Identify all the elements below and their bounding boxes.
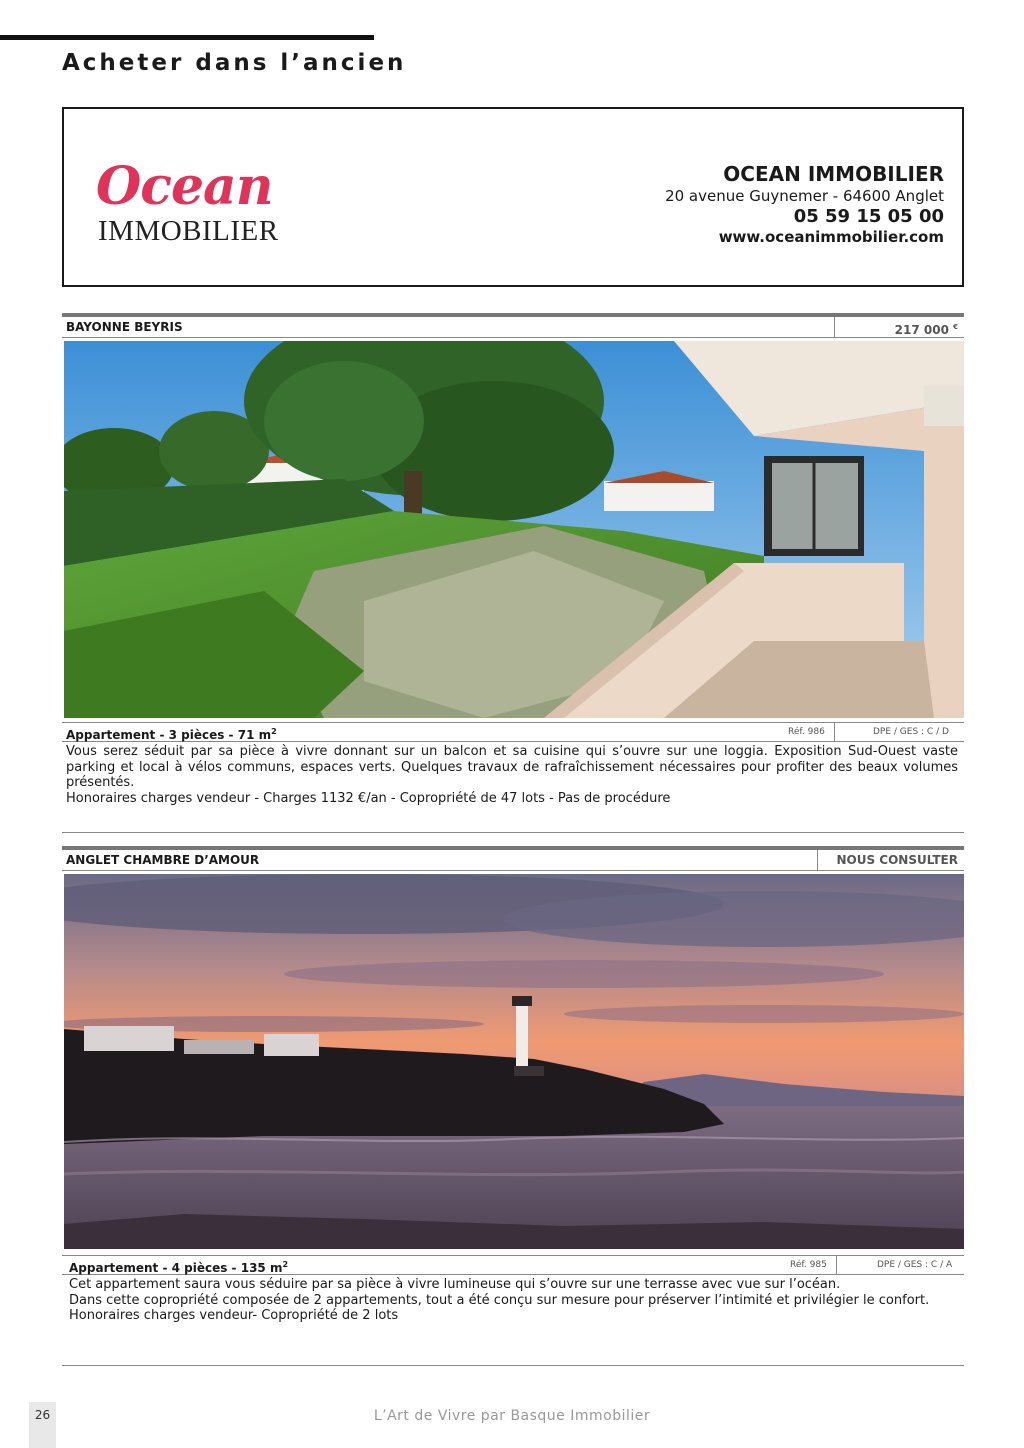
listing-price: NOUS CONSULTER <box>836 853 958 867</box>
header-divider <box>834 317 835 337</box>
listing-header <box>62 846 964 871</box>
subheader-divider <box>834 723 835 741</box>
section-title: Acheter dans l’ancien <box>62 50 407 76</box>
footer-text: L’Art de Vivre par Basque Immobilier <box>373 1408 651 1424</box>
listing-ref: Réf. 986 <box>788 727 825 737</box>
description-paragraph: Honoraires charges vendeur- Copropriété de 2 lots <box>69 1308 399 1323</box>
listing-price: 217 000 € <box>894 323 958 337</box>
description-paragraph: Vous serez séduit par sa pièce à vivre donnant sur un balcon et sa cuisine qui s’ouvre sur une loggia. Exposition Sud-Ouest vaste parking et local à vélos communs, espaces verts. Quelques travaux de rafraîchissement nécessaires pour profiter des beaux volumes présentés. <box>66 744 958 790</box>
agency-phone[interactable]: 05 59 15 05 00 <box>793 206 944 227</box>
top-rule <box>0 35 374 40</box>
listing-bayonne <box>62 313 964 813</box>
agency-name: OCEAN IMMOBILIER <box>723 162 944 186</box>
listing-divider <box>62 1365 964 1366</box>
lighthouse-sunset-photo <box>64 874 964 1249</box>
listing-subheader <box>62 1255 964 1275</box>
logo-immobilier-text: IMMOBILIER <box>98 215 279 247</box>
description-paragraph: Honoraires charges vendeur - Charges 1132 €/an - Copropriété de 47 lots - Pas de procédure <box>66 790 671 806</box>
listing-location: BAYONNE BEYRIS <box>66 320 183 334</box>
listing-type: Appartement - 3 pièces - 71 $m^2$ <box>66 727 277 742</box>
garden-balcony-photo <box>64 341 964 718</box>
listing-ref: Réf. 985 <box>790 1260 827 1270</box>
agency-box <box>62 107 964 287</box>
page-number: 26 <box>29 1402 56 1448</box>
listing-type: Appartement - 4 pièces - 135 $m^2$ <box>69 1260 289 1275</box>
listing-dpe: DPE / GES : C / D <box>873 727 949 737</box>
listing-dpe: DPE / GES : C / A <box>877 1260 953 1270</box>
listing-description <box>66 744 958 806</box>
listing-location: ANGLET CHAMBRE D’AMOUR <box>66 853 260 867</box>
header-divider <box>817 850 818 870</box>
listing-divider <box>62 832 964 833</box>
description-paragraph: Cet appartement saura vous séduire par sa pièce à vivre lumineuse qui s’ouvre sur une terrasse avec vue sur l’océan. <box>69 1277 841 1292</box>
listing-anglet <box>62 846 964 1346</box>
agency-logo <box>96 157 296 247</box>
logo-ocean-text: Ocean <box>96 156 273 217</box>
agency-address: 20 avenue Guynemer - 64600 Anglet <box>665 187 944 205</box>
listing-header <box>62 313 964 338</box>
agency-website[interactable]: www.oceanimmobilier.com <box>718 228 944 246</box>
description-paragraph: Dans cette copropriété composée de 2 appartements, tout a été conçu sur mesure pour préserver l’intimité et privilégier le confort. <box>69 1292 930 1308</box>
agency-contact <box>665 161 944 247</box>
subheader-divider <box>836 1256 837 1274</box>
listing-description <box>69 1277 961 1324</box>
listing-subheader <box>62 722 964 742</box>
